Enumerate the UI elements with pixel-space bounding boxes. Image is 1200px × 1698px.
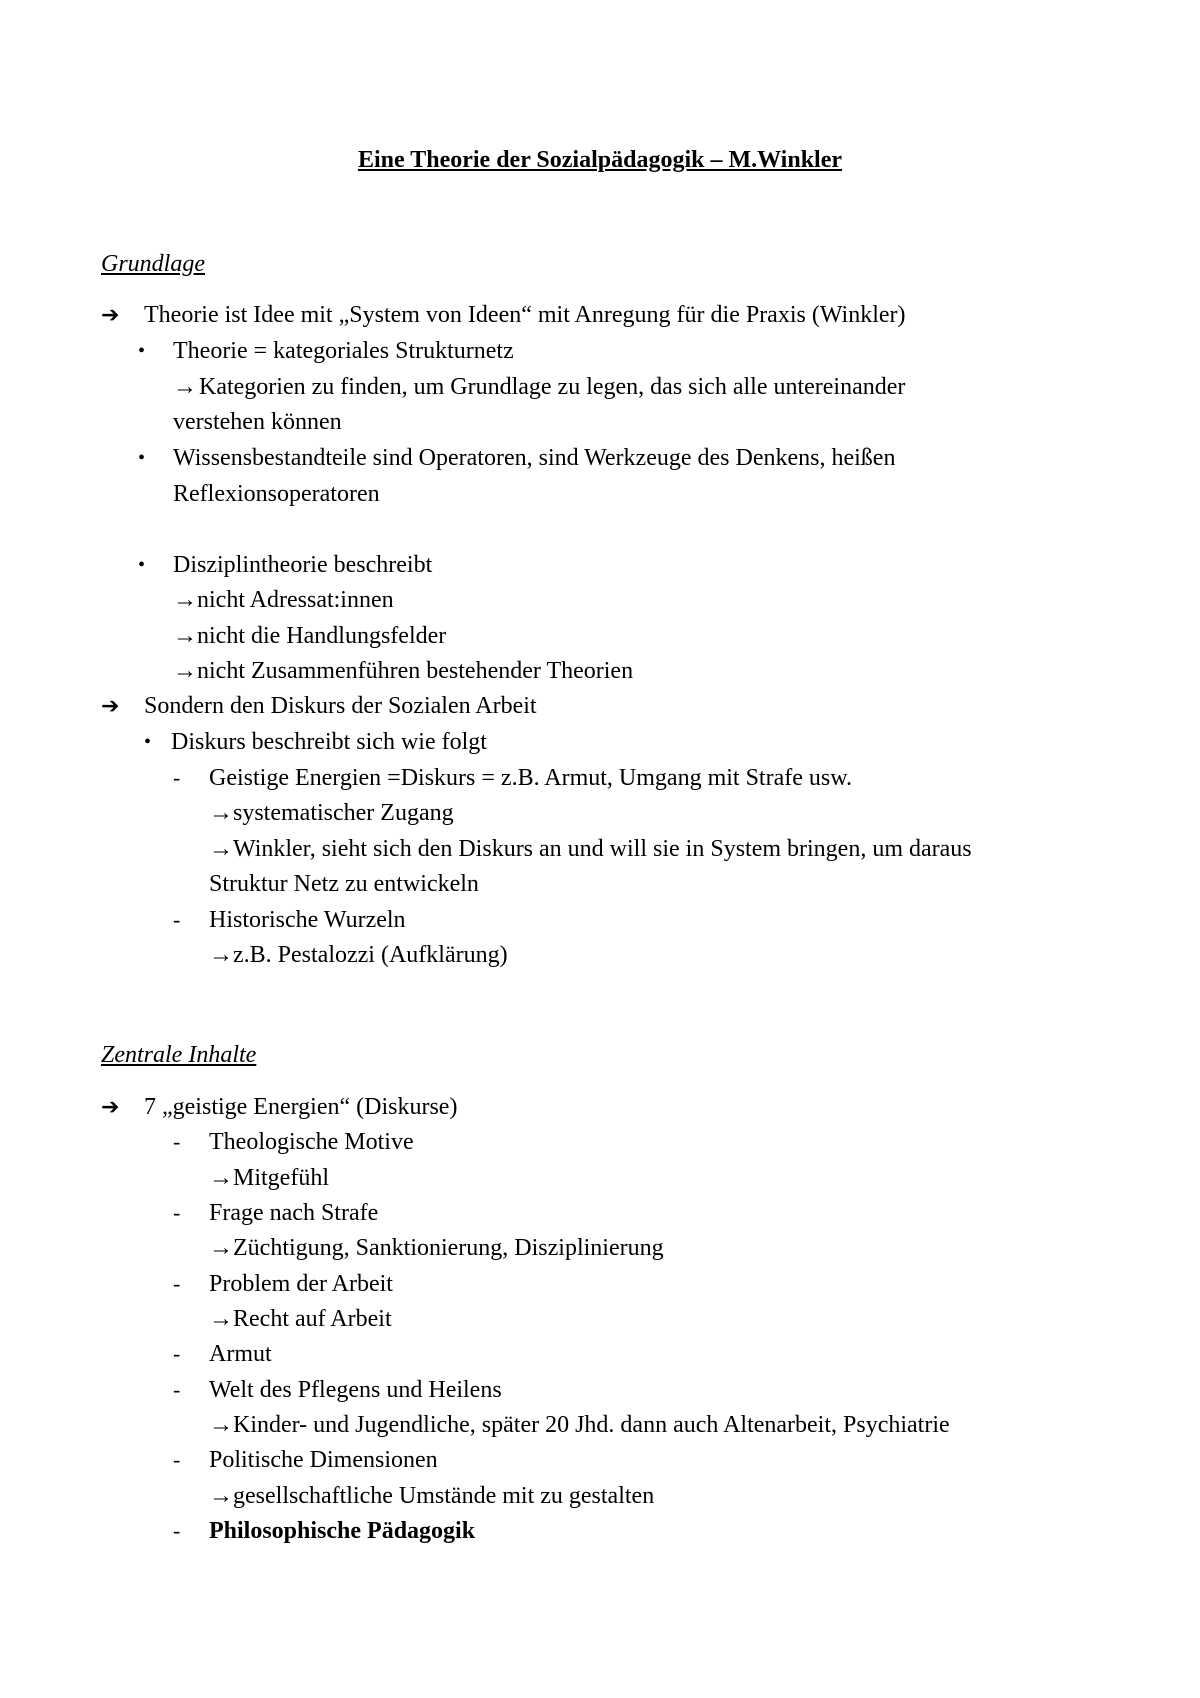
list-item-cont: verstehen können (173, 409, 342, 435)
list-item: Theorie = kategoriales Strukturnetz (173, 338, 514, 364)
arrow-icon: → (209, 1235, 233, 1261)
dash-icon: - (173, 907, 181, 932)
list-item-cont: Reflexionsoperatoren (173, 481, 380, 507)
dash-icon: - (173, 1518, 181, 1543)
document-title: Eine Theorie der Sozialpädagogik – M.Winkler (357, 147, 843, 173)
arrow-icon: → (209, 1412, 233, 1438)
arrow-icon: → (173, 658, 197, 684)
list-item: 7 „geistige Energien“ (Diskurse) (144, 1094, 458, 1120)
arrow-bullet-icon: ➔ (101, 302, 120, 327)
arrow-icon: → (173, 587, 197, 613)
section-heading-zentrale-inhalte: Zentrale Inhalte (101, 1042, 257, 1068)
dash-icon: - (173, 1129, 181, 1154)
section-heading-grundlage: Grundlage (101, 251, 205, 277)
arrow-icon: → (173, 623, 197, 649)
list-item-text: Kinder- und Jugendliche, später 20 Jhd. dann auch Altenarbeit, Psychiatrie (233, 1412, 950, 1438)
list-item: Frage nach Strafe (209, 1200, 379, 1226)
list-item-bold: Philosophische Pädagogik (209, 1518, 476, 1544)
list-item-sub (209, 1163, 329, 1193)
list-item: Wissensbestandteile sind Operatoren, sind Werkzeuge des Denkens, heißen (173, 445, 896, 471)
list-item-text: z.B. Pestalozzi (Aufklärung) (233, 942, 508, 968)
list-item-sub (209, 1410, 950, 1440)
list-item-text: Kategorien zu finden, um Grundlage zu legen, das sich alle untereinander (199, 374, 906, 400)
dash-icon: - (173, 1341, 181, 1366)
list-item-cont: Struktur Netz zu entwickeln (209, 871, 479, 897)
list-item: Armut (209, 1341, 272, 1367)
list-item-sub (173, 656, 633, 686)
arrow-bullet-icon: ➔ (101, 693, 120, 718)
list-item-text: systematischer Zugang (233, 800, 454, 826)
arrow-icon: → (173, 374, 197, 400)
list-item: Diskurs beschreibt sich wie folgt (171, 729, 487, 755)
arrow-icon: → (209, 836, 233, 862)
list-item-sub (209, 798, 454, 828)
list-item: Sondern den Diskurs der Sozialen Arbeit (144, 693, 537, 719)
list-item-text: nicht die Handlungsfelder (197, 623, 447, 649)
list-item-text: gesellschaftliche Umstände mit zu gestalten (233, 1483, 655, 1509)
list-item: Disziplintheorie beschreibt (173, 552, 433, 578)
dash-icon: - (173, 1377, 181, 1402)
list-item: Problem der Arbeit (209, 1271, 393, 1297)
list-item-sub (209, 1481, 654, 1511)
dash-icon: - (173, 1271, 181, 1296)
list-item-sub (209, 940, 508, 970)
list-item-text: nicht Adressat:innen (197, 587, 394, 613)
list-item: Theorie ist Idee mit „System von Ideen“ mit Anregung für die Praxis (Winkler) (144, 302, 906, 328)
arrow-bullet-icon: ➔ (101, 1094, 120, 1119)
list-item-sub (173, 372, 905, 402)
list-item-sub (173, 621, 446, 651)
arrow-icon: → (209, 1165, 233, 1191)
list-item-text: nicht Zusammenführen bestehender Theorien (197, 658, 634, 684)
list-item-text: Recht auf Arbeit (233, 1306, 392, 1332)
arrow-icon: → (209, 942, 233, 968)
list-item-sub (209, 1304, 392, 1334)
list-item-text: Züchtigung, Sanktionierung, Disziplinierung (233, 1235, 664, 1261)
list-item-text: Mitgefühl (233, 1165, 329, 1191)
arrow-icon: → (209, 1483, 233, 1509)
list-item-text: Winkler, sieht sich den Diskurs an und will sie in System bringen, um daraus (233, 836, 972, 862)
dash-icon: - (173, 765, 181, 790)
list-item-sub (209, 1233, 664, 1263)
list-item: Theologische Motive (209, 1129, 414, 1155)
bullet-icon: • (138, 447, 146, 469)
list-item: Politische Dimensionen (209, 1447, 438, 1473)
arrow-icon: → (209, 1306, 233, 1332)
list-item-sub (209, 834, 972, 864)
dash-icon: - (173, 1447, 181, 1472)
bullet-icon: • (138, 554, 146, 576)
list-item: Historische Wurzeln (209, 907, 406, 933)
list-item: Welt des Pflegens und Heilens (209, 1377, 502, 1403)
list-item: Geistige Energien =Diskurs = z.B. Armut, Umgang mit Strafe usw. (209, 765, 852, 791)
list-item-sub (173, 585, 394, 615)
bullet-icon: • (144, 731, 152, 753)
bullet-icon: • (138, 340, 146, 362)
dash-icon: - (173, 1200, 181, 1225)
arrow-icon: → (209, 800, 233, 826)
